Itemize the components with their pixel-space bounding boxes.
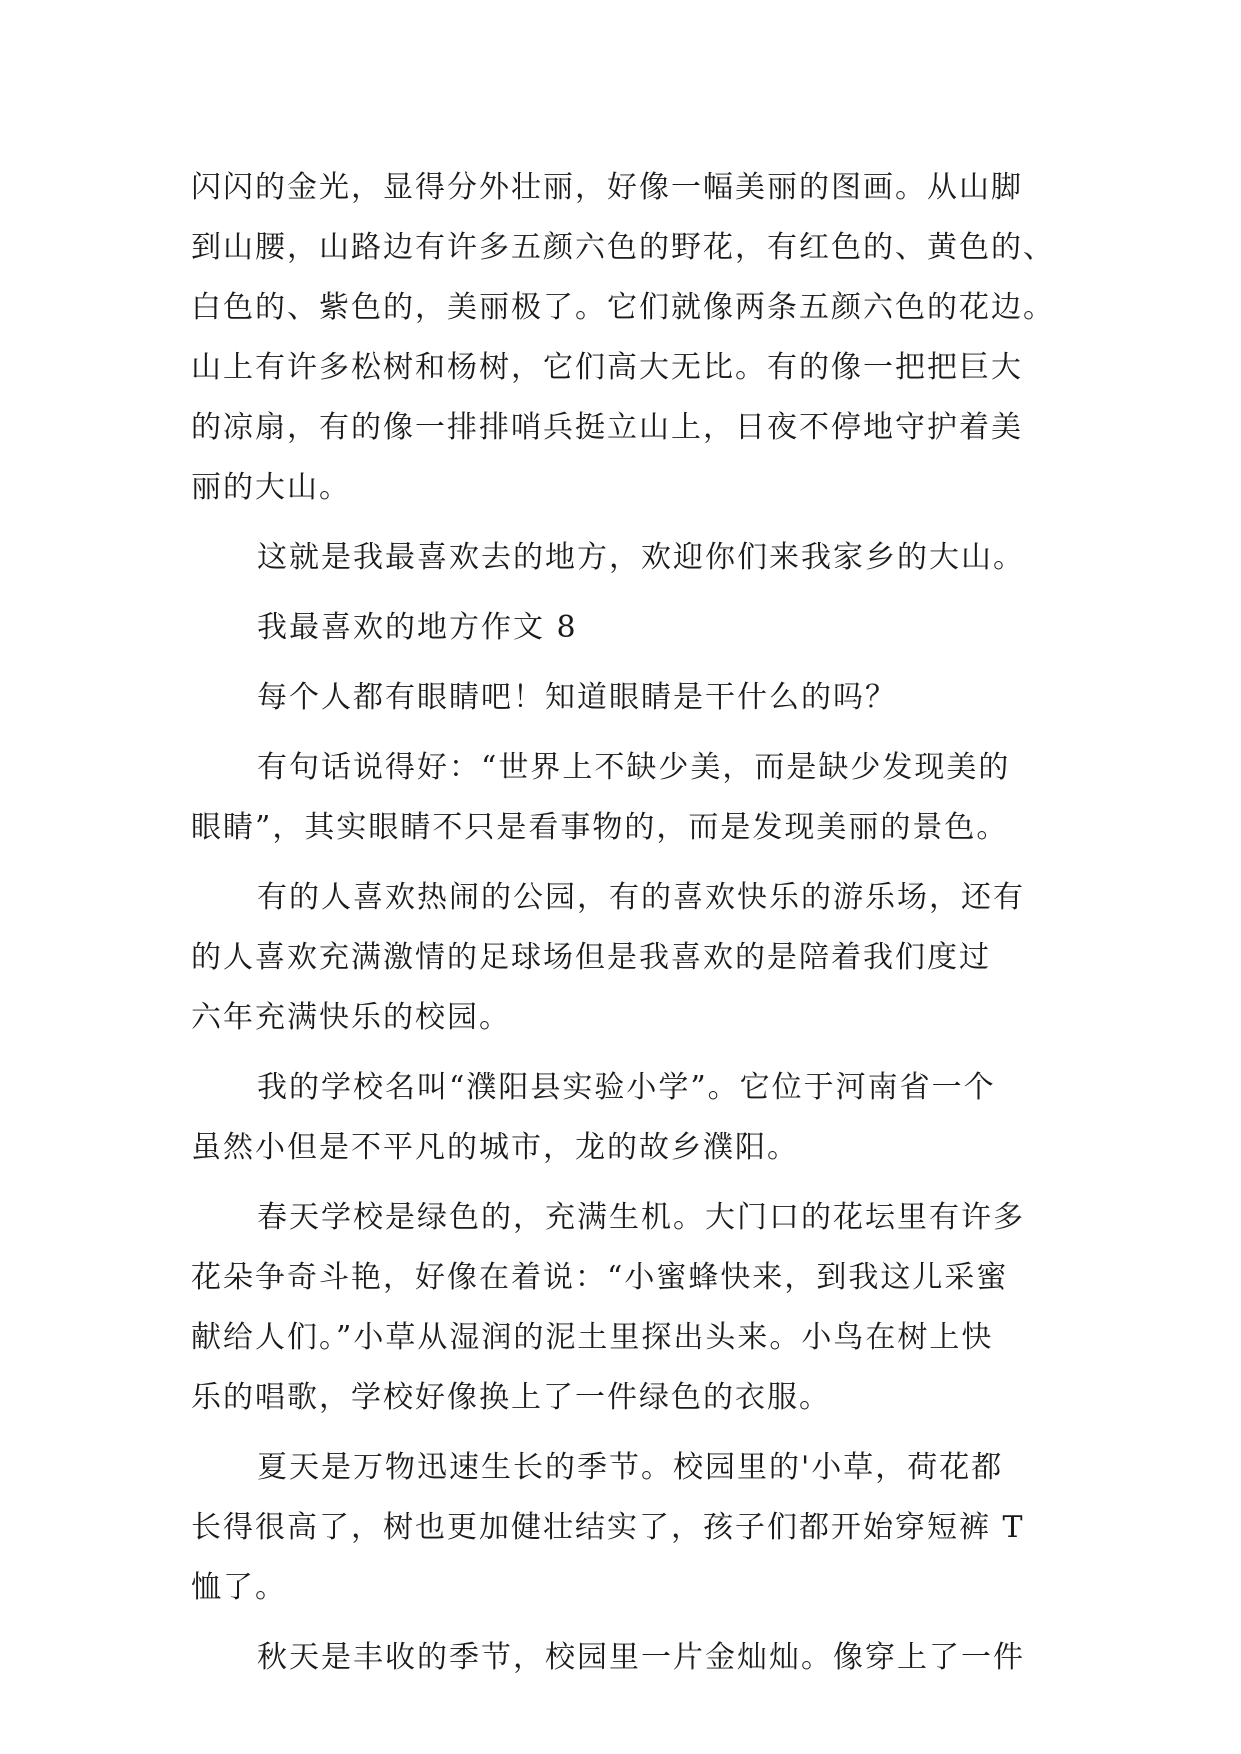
text-line: 献给人们。”小草从湿润的泥土里探出头来。小鸟在树上快 bbox=[191, 1320, 994, 1355]
text-line: 白色的、紫色的，美丽极了。它们就像两条五颜六色的花边。 bbox=[191, 290, 1055, 325]
text-line: 闪闪的金光，显得分外壮丽，好像一幅美丽的图画。从山脚 bbox=[191, 170, 1023, 205]
paragraph-line: 春天学校是绿色的，充满生机。大门口的花坛里有许多 bbox=[257, 1200, 1025, 1235]
text-line: 丽的大山。 bbox=[191, 470, 351, 505]
section-heading: 我最喜欢的地方作文 8 bbox=[257, 610, 578, 645]
text-line: 长得很高了，树也更加健壮结实了，孩子们都开始穿短裤 T bbox=[191, 1510, 1025, 1545]
text-line: 六年充满快乐的校园。 bbox=[191, 1000, 511, 1035]
paragraph-line: 秋天是丰收的季节，校园里一片金灿灿。像穿上了一件 bbox=[257, 1640, 1025, 1675]
paragraph-line: 每个人都有眼睛吧！知道眼睛是干什么的吗？ bbox=[257, 680, 897, 715]
text-line: 到山腰，山路边有许多五颜六色的野花，有红色的、黄色的、 bbox=[191, 230, 1055, 265]
paragraph-line: 我的学校名叫“濮阳县实验小学”。它位于河南省一个 bbox=[257, 1070, 996, 1105]
paragraph-line: 有句话说得好：“世界上不缺少美，而是缺少发现美的 bbox=[257, 750, 1011, 785]
text-line: 山上有许多松树和杨树，它们高大无比。有的像一把把巨大 bbox=[191, 350, 1023, 385]
paragraph-line: 有的人喜欢热闹的公园，有的喜欢快乐的游乐场，还有 bbox=[257, 880, 1025, 915]
paragraph-line: 这就是我最喜欢去的地方，欢迎你们来我家乡的大山。 bbox=[257, 540, 1025, 575]
text-line: 眼睛”，其实眼睛不只是看事物的，而是发现美丽的景色。 bbox=[191, 810, 1009, 845]
text-line: 虽然小但是不平凡的城市，龙的故乡濮阳。 bbox=[191, 1130, 799, 1165]
text-line: 花朵争奇斗艳，好像在着说：“小蜜蜂快来，到我这儿采蜜 bbox=[191, 1260, 1009, 1295]
text-line: 的凉扇，有的像一排排哨兵挺立山上，日夜不停地守护着美 bbox=[191, 410, 1023, 445]
text-line: 乐的唱歌，学校好像换上了一件绿色的衣服。 bbox=[191, 1380, 831, 1415]
paragraph-line: 夏天是万物迅速生长的季节。校园里的'小草，荷花都 bbox=[257, 1450, 1004, 1485]
text-line: 恤了。 bbox=[191, 1570, 287, 1605]
text-line: 的人喜欢充满激情的足球场但是我喜欢的是陪着我们度过 bbox=[191, 940, 991, 975]
essay-body bbox=[191, 158, 1061, 1688]
